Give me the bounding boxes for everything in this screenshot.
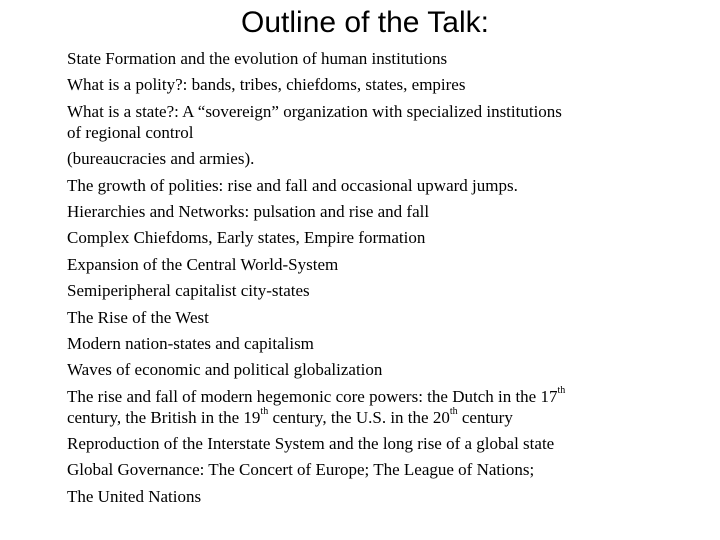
ordinal-suffix: th [260,406,269,418]
outline-item-hegemonic-powers [67,386,712,428]
outline-item-text: Waves of economic and political globalization [67,360,383,380]
outline-item-text: The Rise of the West [67,307,209,327]
outline-item-chiefdoms [67,227,712,248]
outline-item-continuation: of regional control [67,122,194,142]
outline-item-text: Semiperipheral capitalist city-states [67,281,310,301]
outline-item-text: (bureaucracies and armies). [67,149,255,169]
outline-item-text: The growth of polities: rise and fall and occasional upward jumps. [67,175,518,195]
continuation-text: century, the U.S. in the 20 [268,407,450,427]
outline-item-globalization-waves [67,359,712,380]
continuation-text: century [457,407,513,427]
outline-item-city-states [67,280,712,301]
outline-item-text: What is a state?: A “sovereign” organization with specialized institutions [67,101,562,121]
ordinal-suffix: th [449,406,458,418]
outline-item-text: State Formation and the evolution of human institutions [67,49,448,68]
outline-item-nation-states [67,333,712,354]
outline-item-state-formation [67,48,712,69]
outline-item-text: The United Nations [67,486,202,506]
outline-item-text: Global Governance: The Concert of Europe; The League of Nations; [67,460,535,480]
outline-item-central-world-system [67,254,712,275]
outline-item-rise-of-west [67,307,712,328]
outline-item-continuation [67,406,712,428]
outline-item-state-definition [67,101,712,143]
outline-item-text: Expansion of the Central World-System [67,254,339,274]
outline-item-growth-of-polities [67,175,712,196]
outline-item-text: What is a polity?: bands, tribes, chiefdoms, states, empires [67,75,466,95]
outline-item-global-governance [67,459,712,480]
outline-item-text: Complex Chiefdoms, Early states, Empire formation [67,228,426,248]
outline-item-united-nations [67,486,712,507]
outline-item-text: Reproduction of the Interstate System and the long rise of a global state [67,434,555,454]
outline-item-interstate-system [67,433,712,454]
outline-item-bureaucracies [67,148,712,169]
outline-item-text: Hierarchies and Networks: pulsation and rise and fall [67,201,430,221]
ordinal-suffix: th [557,385,566,397]
continuation-text: century, the British in the 19 [67,407,261,427]
outline-item-text: Modern nation-states and capitalism [67,333,314,353]
slide-title: Outline of the Talk: [241,6,489,39]
outline-list [67,48,712,512]
outline-item-hierarchies-networks [67,201,712,222]
outline-item-text: The rise and fall of modern hegemonic core powers: the Dutch in the 17 [67,386,558,406]
outline-item-polity [67,74,712,95]
